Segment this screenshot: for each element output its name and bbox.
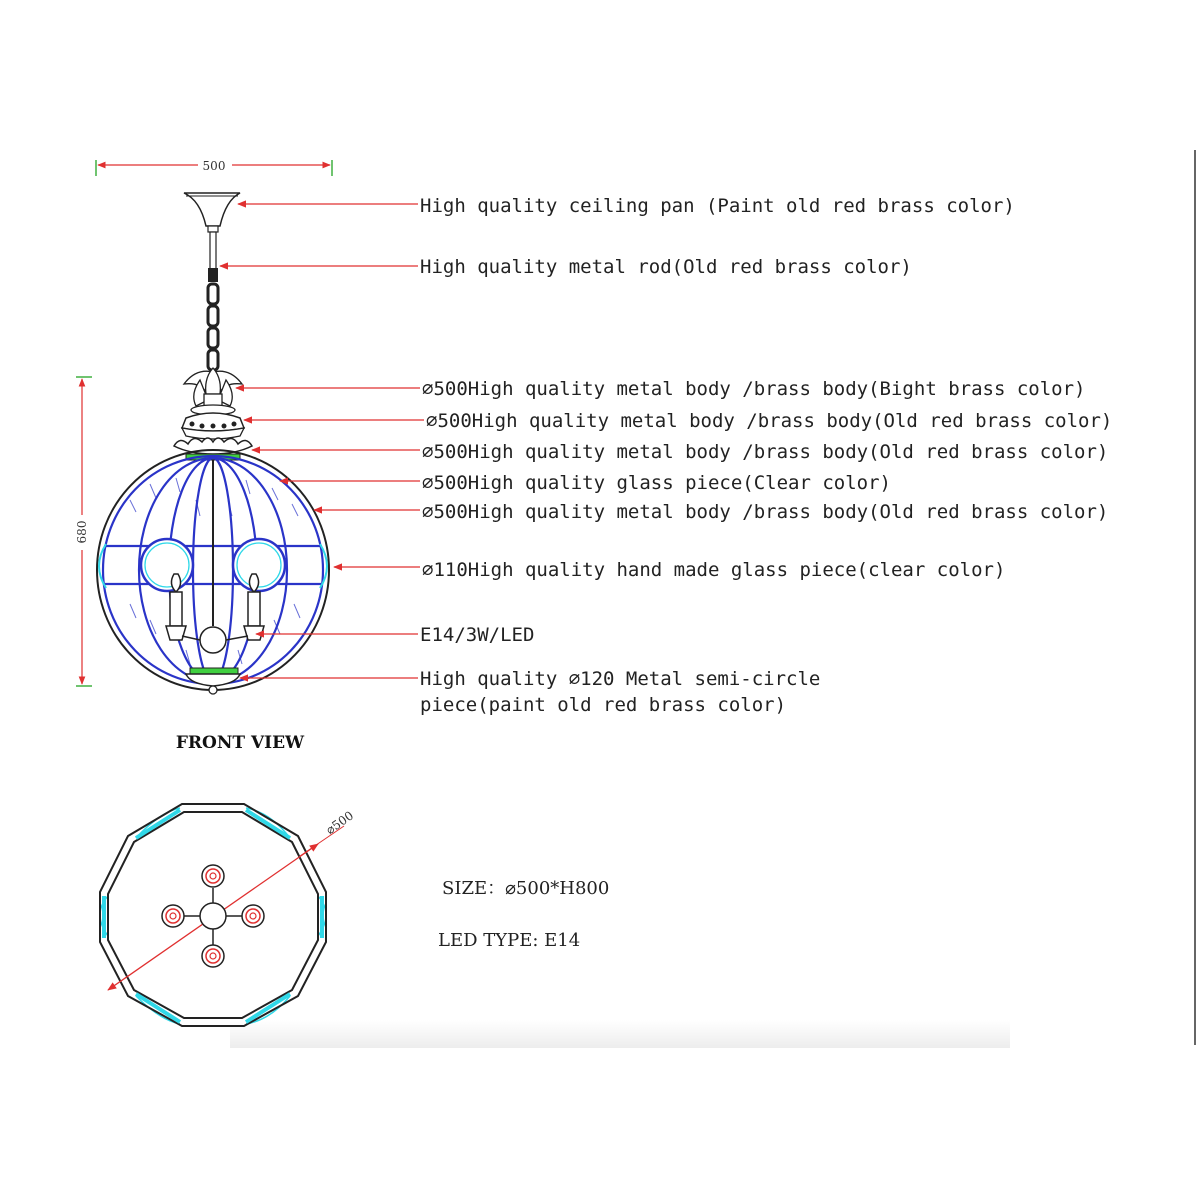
- top-view: [100, 804, 356, 1026]
- callout-metal-frame: ⌀500High quality metal body /brass body(Old red brass color): [422, 501, 1109, 523]
- diameter-label: ⌀500: [323, 808, 357, 838]
- crown-drum: [182, 413, 244, 439]
- callout-metal-rod: High quality metal rod(Old red brass color): [420, 256, 912, 278]
- height-dimension: [75, 377, 92, 686]
- height-dimension-label: 680: [75, 520, 89, 544]
- callout-round-glass: ⌀110High quality hand made glass piece(clear color): [422, 559, 1006, 581]
- top-view-hub: [182, 888, 244, 946]
- bottom-fade: [230, 1020, 1010, 1048]
- callout-ceiling-pan: High quality ceiling pan (Paint old red brass color): [420, 195, 1015, 217]
- callout-labels: [420, 195, 1112, 716]
- ceiling-pan: [184, 193, 240, 226]
- callout-crown-drum: ⌀500High quality metal body /brass body(Old red brass color): [426, 410, 1113, 432]
- front-view-caption: FRONT VIEW: [175, 733, 305, 753]
- callout-crown-collar: ⌀500High quality metal body /brass body(Old red brass color): [422, 441, 1109, 463]
- led-type-spec: LED TYPE: E14: [438, 930, 581, 951]
- chain: [208, 284, 218, 370]
- scalloped-collar: [174, 438, 252, 454]
- leaf-crown: [184, 368, 242, 415]
- width-dimension-label: 500: [202, 159, 226, 173]
- candle-arms: [166, 574, 264, 653]
- size-spec: SIZE：⌀500*H800: [442, 878, 610, 899]
- width-dimension: [96, 159, 332, 176]
- callout-crown-top: ⌀500High quality metal body /brass body(Bight brass color): [422, 378, 1086, 400]
- front-view-lantern: [97, 193, 329, 694]
- semi-circle-piece: [186, 674, 240, 686]
- metal-rod: [210, 232, 216, 270]
- callout-semi-circle-line1: High quality ⌀120 Metal semi-circle: [420, 668, 821, 690]
- callout-glass-piece: ⌀500High quality glass piece(Clear color): [422, 472, 891, 494]
- callout-bulb: E14/3W/LED: [420, 624, 535, 646]
- callout-semi-circle-line2: piece(paint old red brass color): [420, 694, 787, 716]
- bottom-band: [190, 668, 238, 674]
